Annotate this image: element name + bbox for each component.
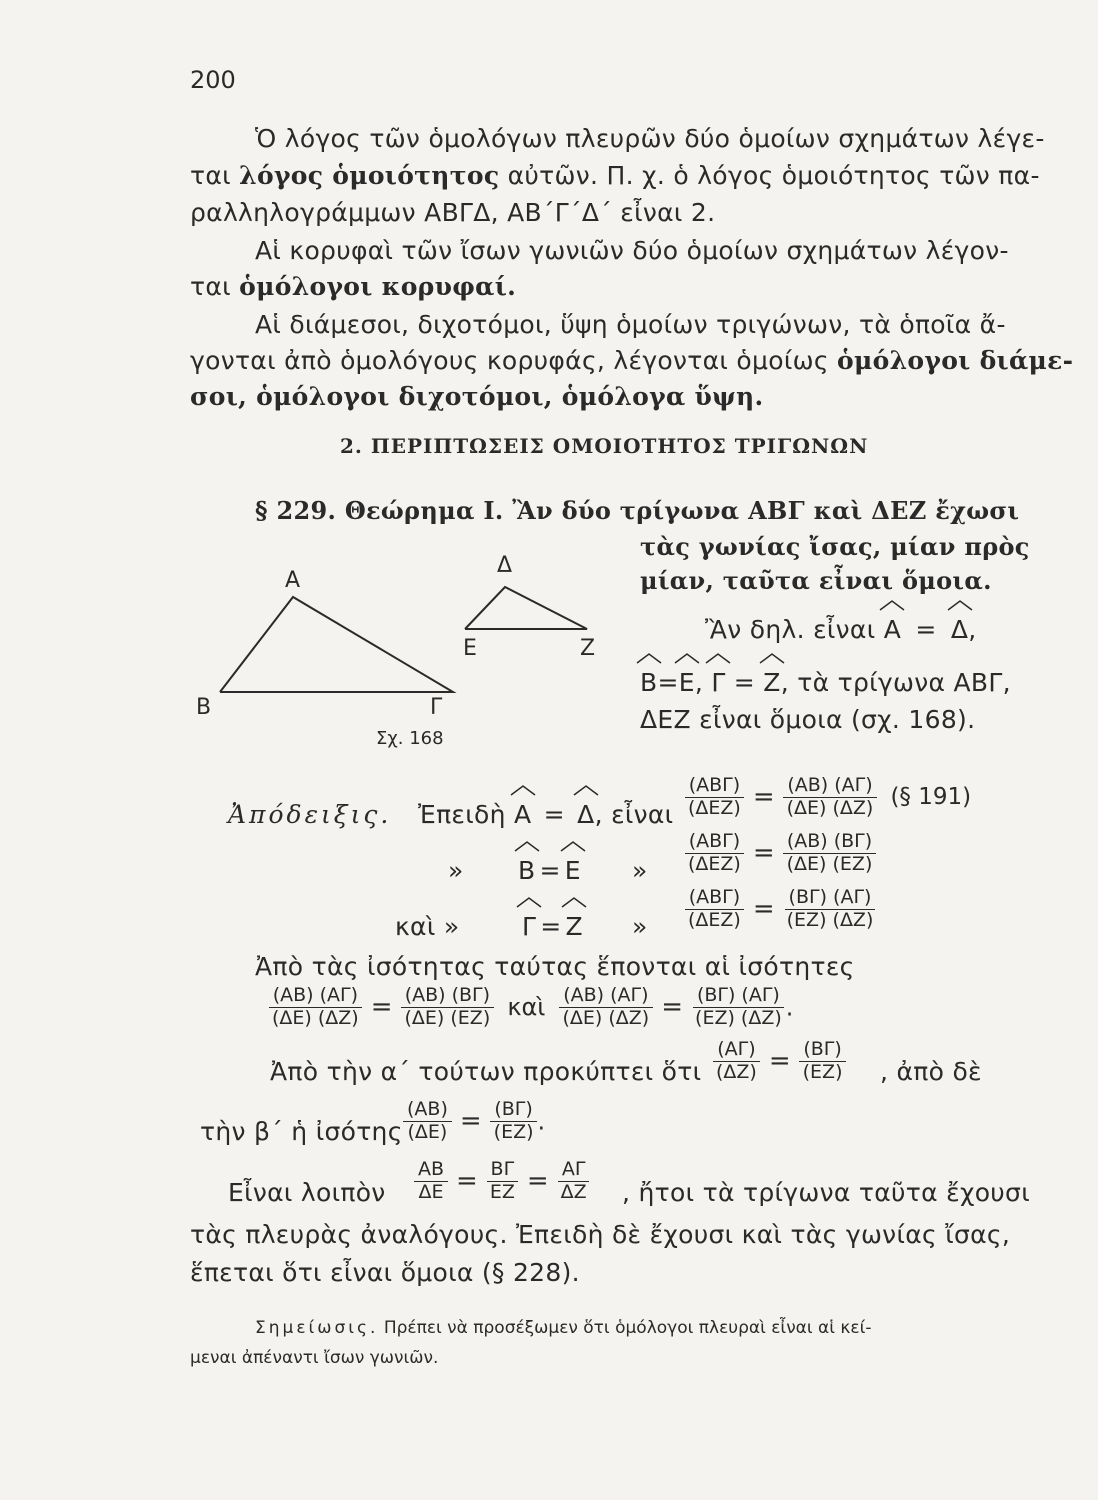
reference-191: (§ 191) — [890, 784, 972, 811]
paragraph-3-line-1: Αἱ διάμεσοι, διχοτόμοι, ὕψη ὁμοίων τριγώνων, τὰ ὁποῖα ἄ- — [255, 310, 1006, 339]
fraction: $\frac{\text{(ΑΒΓ)}}{\text{(ΔΕΖ)}}$ — [684, 888, 745, 931]
paragraph-1-line-2: ται λόγος ὁμοιότητος αὐτῶν. Π. χ. ὁ λόγος ὁμοιότητος τῶν πα- — [190, 161, 1040, 190]
statement-line-1: Ἂν δηλ. εἶναι A = Δ, — [705, 615, 977, 644]
paragraph-2-line-2: ται ὁμόλογοι κορυφαί. — [190, 272, 517, 301]
proof-row-2-quote-2: » — [632, 856, 648, 885]
angle-g: Γ — [711, 668, 726, 697]
fraction: $\frac{(AB) (B\Gamma)}{(\Delta E) (EZ)}$ — [783, 832, 877, 875]
note-line-1: Σημείωσις. Πρέπει νὰ προσέξωμεν ὅτι ὁμόλογοι πλευραὶ εἶναι αἱ κεί- — [255, 1318, 872, 1338]
after-line-5a: Εἶναι λοιπὸν — [228, 1178, 386, 1207]
after-line-4-equation: $\frac{(AB)}{(\Delta E)}$ = $\frac{(B\Gamma)}{(EZ)}$ . — [403, 1100, 545, 1143]
page-number: 200 — [190, 66, 236, 94]
angle-hat-icon — [636, 652, 662, 664]
proof-row-3-angles: Γ = Z — [522, 912, 583, 941]
angle-b: B — [640, 668, 658, 697]
after-line-5-equation: $\frac{AB}{\Delta E}$ = $\frac{B\Gamma}{EZ}$ = $\frac{A\Gamma}{\Delta Z}$ — [414, 1160, 591, 1203]
fraction: $\frac{\text{(ΑΒΓ)}}{\text{(ΔΕΖ)}}$ — [684, 832, 745, 875]
angle-hat-icon — [947, 599, 973, 611]
label-vertex-b: B — [196, 695, 212, 720]
angle-hat-icon — [510, 784, 536, 796]
fraction: $\frac{(B\Gamma) (A\Gamma)}{(EZ) (\Delta Z)}$ — [783, 888, 878, 931]
fraction: $\frac{(B\Gamma)}{(EZ)}$ — [490, 1100, 538, 1143]
proof-row-2-equation: $\frac{\text{(ΑΒΓ)}}{\text{(ΔΕΖ)}}$ = $\frac{(AB) (B\Gamma)}{(\Delta E) (EZ)}$ — [684, 832, 876, 875]
label-vertex-d: Δ — [497, 553, 513, 578]
proof-row-2-angles: B = E — [518, 856, 581, 885]
fraction: $\frac{A\Gamma}{\Delta Z}$ — [557, 1160, 591, 1203]
after-equations-row: $\frac{(AB) (A\Gamma)}{(\Delta E) (\Delta Z)}$ = $\frac{(AB) (B\Gamma)}{(\Delta E) (EZ)}$ καὶ $\frac{(AB) (A\Gamma)}{(\Delta E) (\Delta Z)}$ = $\frac{(B\Gamma) (A\Gamma)}{(EZ) (\Delta Z)}$ . — [268, 986, 793, 1029]
proof-row-2-quote: » — [448, 856, 464, 885]
label-vertex-g: Γ — [430, 695, 443, 720]
after-line-4a: τὴν β΄ ἡ ἰσότης — [200, 1117, 403, 1146]
angle-z: Z — [763, 668, 781, 697]
angle-hat-icon — [573, 784, 599, 796]
statement-line-3: ΔΕΖ εἶναι ὅμοια (σχ. 168). — [640, 705, 976, 734]
angle-hat-icon — [514, 840, 540, 852]
figure-168-triangles — [190, 555, 620, 755]
fraction: $\frac{AB}{\Delta E}$ — [414, 1160, 448, 1203]
triangle-dez — [465, 587, 587, 629]
figure-caption: Σχ. 168 — [376, 728, 444, 749]
after-line-3a: Ἀπὸ τὴν α΄ τούτων προκύπτει ὅτι — [270, 1057, 702, 1086]
after-line-6: τὰς πλευρὰς ἀναλόγους. Ἐπειδὴ δὲ ἔχουσι καὶ τὰς γωνίας ἴσας, — [190, 1220, 1011, 1249]
fraction: $\frac{(AB) (A\Gamma)}{(\Delta E) (\Delta Z)}$ — [559, 986, 654, 1029]
after-line-1: Ἀπὸ τὰς ἰσότητας ταύτας ἕπονται αἱ ἰσότητες — [255, 952, 855, 981]
proof-label: Ἀπόδειξις. — [228, 800, 392, 829]
fraction: $\frac{(AB)}{(\Delta E)}$ — [403, 1100, 452, 1143]
after-line-3b: , ἀπὸ δὲ — [880, 1057, 982, 1086]
proof-row-1-equation: $\frac{\text{(ΑΒΓ)}}{\text{(ΔΕΖ)}}$ = $\frac{(AB) (A\Gamma)}{(\Delta E) (\Delta Z)}$ (§ 191) — [684, 776, 971, 819]
fraction: $\frac{(AB) (A\Gamma)}{(\Delta E) (\Delta Z)}$ — [783, 776, 878, 819]
paragraph-3-line-3: σοι, ὁμόλογοι διχοτόμοι, ὁμόλογα ὕψη. — [190, 382, 764, 411]
paragraph-1-line-1: Ὁ λόγος τῶν ὁμολόγων πλευρῶν δύο ὁμοίων σχημάτων λέγε- — [255, 124, 1045, 153]
angle-hat-icon — [674, 652, 700, 664]
statement-line-2: B= E, Γ = Z, τὰ τρίγωνα ΑΒΓ, — [640, 668, 1011, 697]
angle-hat-icon — [561, 896, 587, 908]
triangle-abg — [220, 597, 453, 692]
after-line-7: ἕπεται ὅτι εἶναι ὅμοια (§ 228). — [190, 1258, 580, 1287]
angle-hat-icon — [560, 840, 586, 852]
fraction: $\frac{\text{(ΑΒΓ)}}{\text{(ΔΕΖ)}}$ — [684, 776, 745, 819]
proof-row-3-equation: $\frac{\text{(ΑΒΓ)}}{\text{(ΔΕΖ)}}$ = $\frac{(B\Gamma) (A\Gamma)}{(EZ) (\Delta Z)}$ — [684, 888, 877, 931]
note-label: Σημείωσις. — [255, 1318, 379, 1338]
fraction: $\frac{(A\Gamma)}{(\Delta Z)}$ — [712, 1040, 761, 1083]
angle-hat-icon — [516, 896, 542, 908]
paragraph-3-line-2: γονται ἀπὸ ὁμολόγους κορυφάς, λέγονται ὁμοίως ὁμόλογοι διάμε- — [190, 346, 1074, 375]
angle-e: E — [678, 668, 695, 697]
paragraph-1-line-3: ραλληλογράμμων ΑΒΓΔ, ΑΒ΄Γ΄Δ΄ εἶναι 2. — [190, 198, 716, 227]
fraction: $\frac{(B\Gamma) (A\Gamma)}{(EZ) (\Delta Z)}$ — [691, 986, 786, 1029]
fraction: $\frac{B\Gamma}{EZ}$ — [486, 1160, 519, 1203]
proof-row-3-kai: καὶ » — [395, 912, 460, 941]
label-vertex-a: A — [285, 568, 301, 593]
fraction: $\frac{(B\Gamma)}{(EZ)}$ — [799, 1040, 847, 1083]
fraction: $\frac{(AB) (A\Gamma)}{(\Delta E) (\Delta Z)}$ — [268, 986, 363, 1029]
theorem-number: § 229. Θεώρημα Ι. — [255, 496, 504, 525]
section-heading: 2. ΠΕΡΙΠΤΩΣΕΙΣ ΟΜΟΙΟΤΗΤΟΣ ΤΡΙΓΩΝΩΝ — [340, 434, 869, 458]
proof-row-1-text: Ἐπειδὴ A = Δ, εἶναι — [418, 800, 673, 829]
angle-hat-icon — [759, 652, 785, 664]
term-homologous-medians: ὁμόλογοι διάμε- — [837, 346, 1074, 375]
angle-a: A — [883, 615, 902, 644]
fraction: $\frac{(AB) (B\Gamma)}{(\Delta E) (EZ)}$ — [401, 986, 495, 1029]
after-line-3-equation: $\frac{(A\Gamma)}{(\Delta Z)}$ = $\frac{(B\Gamma)}{(EZ)}$ — [712, 1040, 847, 1083]
term-ratio-of-similarity: λόγος ὁμοιότητος — [239, 161, 500, 190]
after-line-5b: , ἤτοι τὰ τρίγωνα ταῦτα ἔχουσι — [622, 1178, 1030, 1207]
label-vertex-z: Z — [580, 636, 596, 661]
note-line-2: μεναι ἀπέναντι ἴσων γωνιῶν. — [190, 1348, 439, 1368]
angle-hat-icon — [705, 652, 731, 664]
theorem-line-2: τὰς γωνίας ἴσας, μίαν πρὸς — [640, 532, 1030, 561]
theorem-line-1: § 229. Θεώρημα Ι. Ἂν δύο τρίγωνα ΑΒΓ καὶ ΔΕΖ ἔχωσι — [255, 496, 1020, 525]
angle-d: Δ — [950, 615, 969, 644]
angle-hat-icon — [879, 599, 905, 611]
label-vertex-e: E — [463, 636, 477, 661]
term-homologous-vertices: ὁμόλογοι κορυφαί. — [239, 272, 517, 301]
paragraph-2-line-1: Αἱ κορυφαὶ τῶν ἴσων γωνιῶν δύο ὁμοίων σχημάτων λέγον- — [255, 236, 1009, 265]
proof-row-3-quote: » — [632, 912, 648, 941]
theorem-line-3: μίαν, ταῦτα εἶναι ὅμοια. — [640, 566, 992, 595]
